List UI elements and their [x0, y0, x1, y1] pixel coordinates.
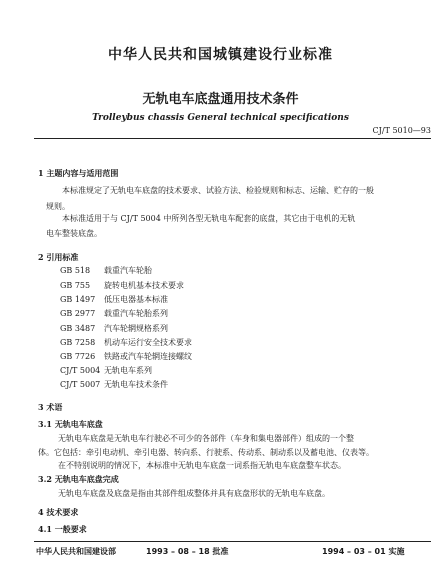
reference-item: [60, 352, 192, 362]
section-1-paragraph-2-line-2: 电车整装底盘。: [46, 229, 102, 238]
reference-item: [60, 338, 192, 348]
reference-name: 载重汽车轮胎: [104, 266, 152, 275]
section-1-heading: 1 主题内容与适用范围: [38, 168, 119, 178]
reference-item: [60, 295, 168, 305]
reference-item: [60, 266, 152, 276]
reference-code: GB 2977: [60, 309, 96, 318]
section-3-heading: 3 术语: [38, 402, 63, 412]
section-3-1-line-1: 无轨电车底盘是无轨电车行驶必不可少的各部件（车身和集电器部件）组成的一个整: [58, 434, 354, 443]
reference-name: 无轨电车系列: [104, 366, 152, 375]
reference-item: [60, 281, 184, 291]
reference-name: 低压电器基本标准: [104, 295, 168, 304]
reference-code: CJ/T 5007: [60, 380, 101, 389]
reference-name: 载重汽车轮胎系列: [104, 309, 168, 318]
reference-item: [60, 366, 152, 376]
section-3-1-line-2: 体。它包括：牵引电动机、牵引电器、转向系、行驶系、传动系、制动系以及蓄电池、仪表等。: [38, 448, 374, 457]
footer-approval-date: 1993 – 08 – 18 批准: [146, 547, 229, 556]
section-1-paragraph-1-line-1: 本标准规定了无轨电车底盘的技术要求、试验方法、检验规则和标志、运输、贮存的一般: [62, 186, 374, 195]
top-divider: [34, 138, 431, 139]
reference-code: GB 7726: [60, 352, 96, 361]
document-title: 无轨电车底盘通用技术条件: [142, 92, 299, 107]
reference-code: GB 1497: [60, 295, 96, 304]
section-3-2-heading: 3.2 无轨电车底盘完成: [38, 474, 119, 484]
standard-code: CJ/T 5010—93: [372, 126, 431, 135]
section-2-heading: 2 引用标准: [38, 252, 79, 262]
reference-item: [60, 324, 168, 334]
reference-code: GB 3487: [60, 324, 96, 333]
section-1-paragraph-1-line-2: 规则。: [46, 202, 70, 211]
reference-name: 机动车运行安全技术要求: [104, 338, 192, 347]
reference-name: 旋转电机基本技术要求: [104, 281, 184, 290]
section-3-1-line-3: 在不特别说明的情况下，本标准中无轨电车底盘一词系指无轨电车底盘整车状态。: [58, 461, 346, 470]
reference-code: GB 755: [60, 281, 91, 290]
reference-code: GB 7258: [60, 338, 96, 347]
bottom-divider: [34, 541, 431, 542]
reference-name: 无轨电车技术条件: [104, 380, 168, 389]
section-4-1-heading: 4.1 一般要求: [38, 524, 87, 534]
section-3-2-line-1: 无轨电车底盘及底盘是指由其部件组成整体并具有底盘形状的无轨电车底盘。: [58, 489, 330, 498]
section-1-paragraph-2-line-1: 本标准适用于与 CJ/T 5004 中所列各型无轨电车配套的底盘，其它由于电机的无轨: [62, 214, 356, 223]
footer-issuer: 中华人民共和国建设部: [36, 547, 116, 556]
document-subtitle: Trolleybus chassis General technical specifications: [92, 113, 349, 123]
section-3-1-heading: 3.1 无轨电车底盘: [38, 419, 103, 429]
footer-effective-date: 1994 – 03 – 01 实施: [322, 547, 405, 556]
reference-code: GB 518: [60, 266, 91, 275]
section-4-heading: 4 技术要求: [38, 507, 79, 517]
reference-name: 铁路或汽车轮辋连接螺纹: [104, 352, 192, 361]
reference-item: [60, 380, 168, 390]
reference-name: 汽车轮辋规格系列: [104, 324, 168, 333]
standard-header: 中华人民共和国城镇建设行业标准: [108, 47, 333, 63]
reference-code: CJ/T 5004: [60, 366, 101, 375]
reference-item: [60, 309, 168, 319]
